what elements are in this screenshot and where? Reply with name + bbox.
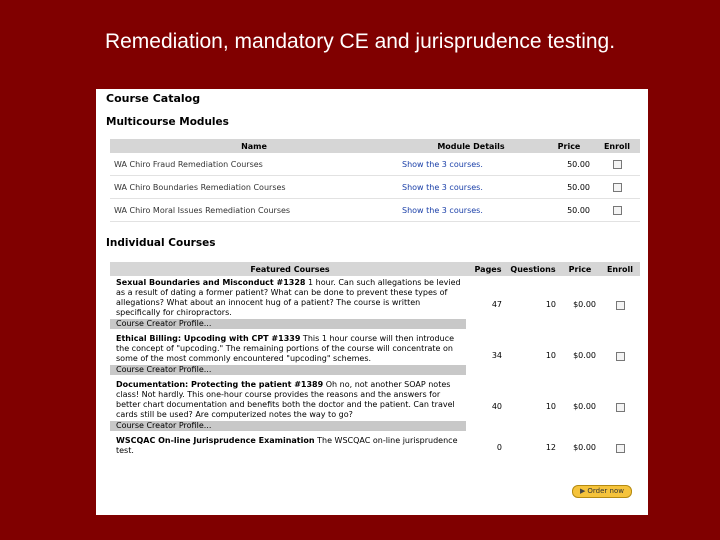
column-header-price: Price — [560, 262, 600, 276]
module-name: WA Chiro Boundaries Remediation Courses — [110, 176, 398, 199]
module-price: 50.00 — [544, 176, 594, 199]
individual-courses-heading: Individual Courses — [106, 237, 216, 249]
course-price: $0.00 — [573, 351, 596, 360]
module-name: WA Chiro Moral Issues Remediation Courses — [110, 199, 398, 222]
course-price: $0.00 — [573, 442, 596, 452]
course-title[interactable]: WSCQAC On-line Jurisprudence Examination — [116, 436, 315, 445]
table-row — [110, 434, 640, 456]
course-entry — [110, 332, 470, 375]
column-header-featured-courses: Featured Courses — [110, 262, 470, 276]
show-courses-link[interactable]: Show the 3 courses. — [398, 153, 544, 176]
enroll-checkbox[interactable] — [613, 183, 622, 192]
module-name: WA Chiro Fraud Remediation Courses — [110, 153, 398, 176]
modules-heading: Multicourse Modules — [106, 116, 229, 128]
order-now-label: Order now — [587, 487, 624, 495]
course-pages: 0 — [496, 442, 502, 452]
courses-table — [110, 262, 640, 456]
enroll-checkbox[interactable] — [616, 301, 625, 310]
course-description: This 1 hour course will then introduce the concept of "upcoding." The remaining portions of the course will concentrate on some of the most commonly encountered "upcoding" schemes. — [116, 334, 455, 363]
table-row — [110, 199, 640, 222]
catalog-title: Course Catalog — [106, 92, 201, 105]
column-header-pages: Pages — [470, 262, 506, 276]
table-row — [110, 378, 640, 431]
enroll-checkbox[interactable] — [616, 352, 625, 361]
module-price: 50.00 — [544, 153, 594, 176]
modules-table — [110, 139, 640, 222]
slide-title: Remediation, mandatory CE and jurisprudence testing. — [104, 30, 616, 53]
column-header-enroll: Enroll — [600, 262, 640, 276]
enroll-checkbox[interactable] — [616, 403, 625, 412]
enroll-checkbox[interactable] — [613, 206, 622, 215]
column-header-questions: Questions — [506, 262, 560, 276]
course-price: $0.00 — [573, 402, 596, 411]
course-title[interactable]: Documentation: Protecting the patient #1389 — [116, 380, 324, 389]
course-entry — [110, 276, 470, 329]
column-header-enroll: Enroll — [594, 139, 640, 153]
course-price: $0.00 — [573, 300, 596, 309]
order-now-button[interactable] — [572, 485, 632, 498]
course-entry — [110, 434, 470, 456]
table-row — [110, 176, 640, 199]
column-header-price: Price — [544, 139, 594, 153]
cart-icon: ▶ — [580, 487, 586, 495]
course-description: 1 hour. Can such allegations be levied as a result of dating a former patient? What can be done to prevent these types of allegations? What about an innocent hug of a patient? The course is written specifically for chiropractors. — [116, 278, 461, 317]
course-questions: 12 — [545, 442, 556, 452]
course-description: Oh no, not another SOAP notes class! Not hardly. This one-hour course provides the reasons and the answers for better chart documentation and benefits both the doctor and the patient. Can travel cards still be used? Are computerized notes the way to go? — [116, 380, 455, 419]
module-price: 50.00 — [544, 199, 594, 222]
course-entry — [110, 378, 470, 431]
column-header-module-details: Module Details — [398, 139, 544, 153]
course-creator-profile-link[interactable]: Course Creator Profile... — [110, 421, 466, 431]
course-questions: 10 — [545, 300, 556, 309]
course-pages: 34 — [491, 351, 502, 360]
show-courses-link[interactable]: Show the 3 courses. — [398, 176, 544, 199]
show-courses-link[interactable]: Show the 3 courses. — [398, 199, 544, 222]
enroll-checkbox[interactable] — [613, 160, 622, 169]
course-pages: 47 — [491, 300, 502, 309]
course-questions: 10 — [545, 402, 556, 411]
course-creator-profile-link[interactable]: Course Creator Profile... — [110, 319, 466, 329]
course-pages: 40 — [491, 402, 502, 411]
table-row — [110, 332, 640, 375]
course-catalog-screenshot — [96, 89, 648, 515]
course-description: The WSCQAC on-line jurisprudence test. — [116, 436, 458, 455]
table-row — [110, 276, 640, 329]
course-title[interactable]: Ethical Billing: Upcoding with CPT #1339 — [116, 334, 301, 343]
course-questions: 10 — [545, 351, 556, 360]
table-row — [110, 153, 640, 176]
course-creator-profile-link[interactable]: Course Creator Profile... — [110, 365, 466, 375]
enroll-checkbox[interactable] — [616, 444, 625, 453]
course-title[interactable]: Sexual Boundaries and Misconduct #1328 — [116, 278, 306, 287]
column-header-name: Name — [110, 139, 398, 153]
